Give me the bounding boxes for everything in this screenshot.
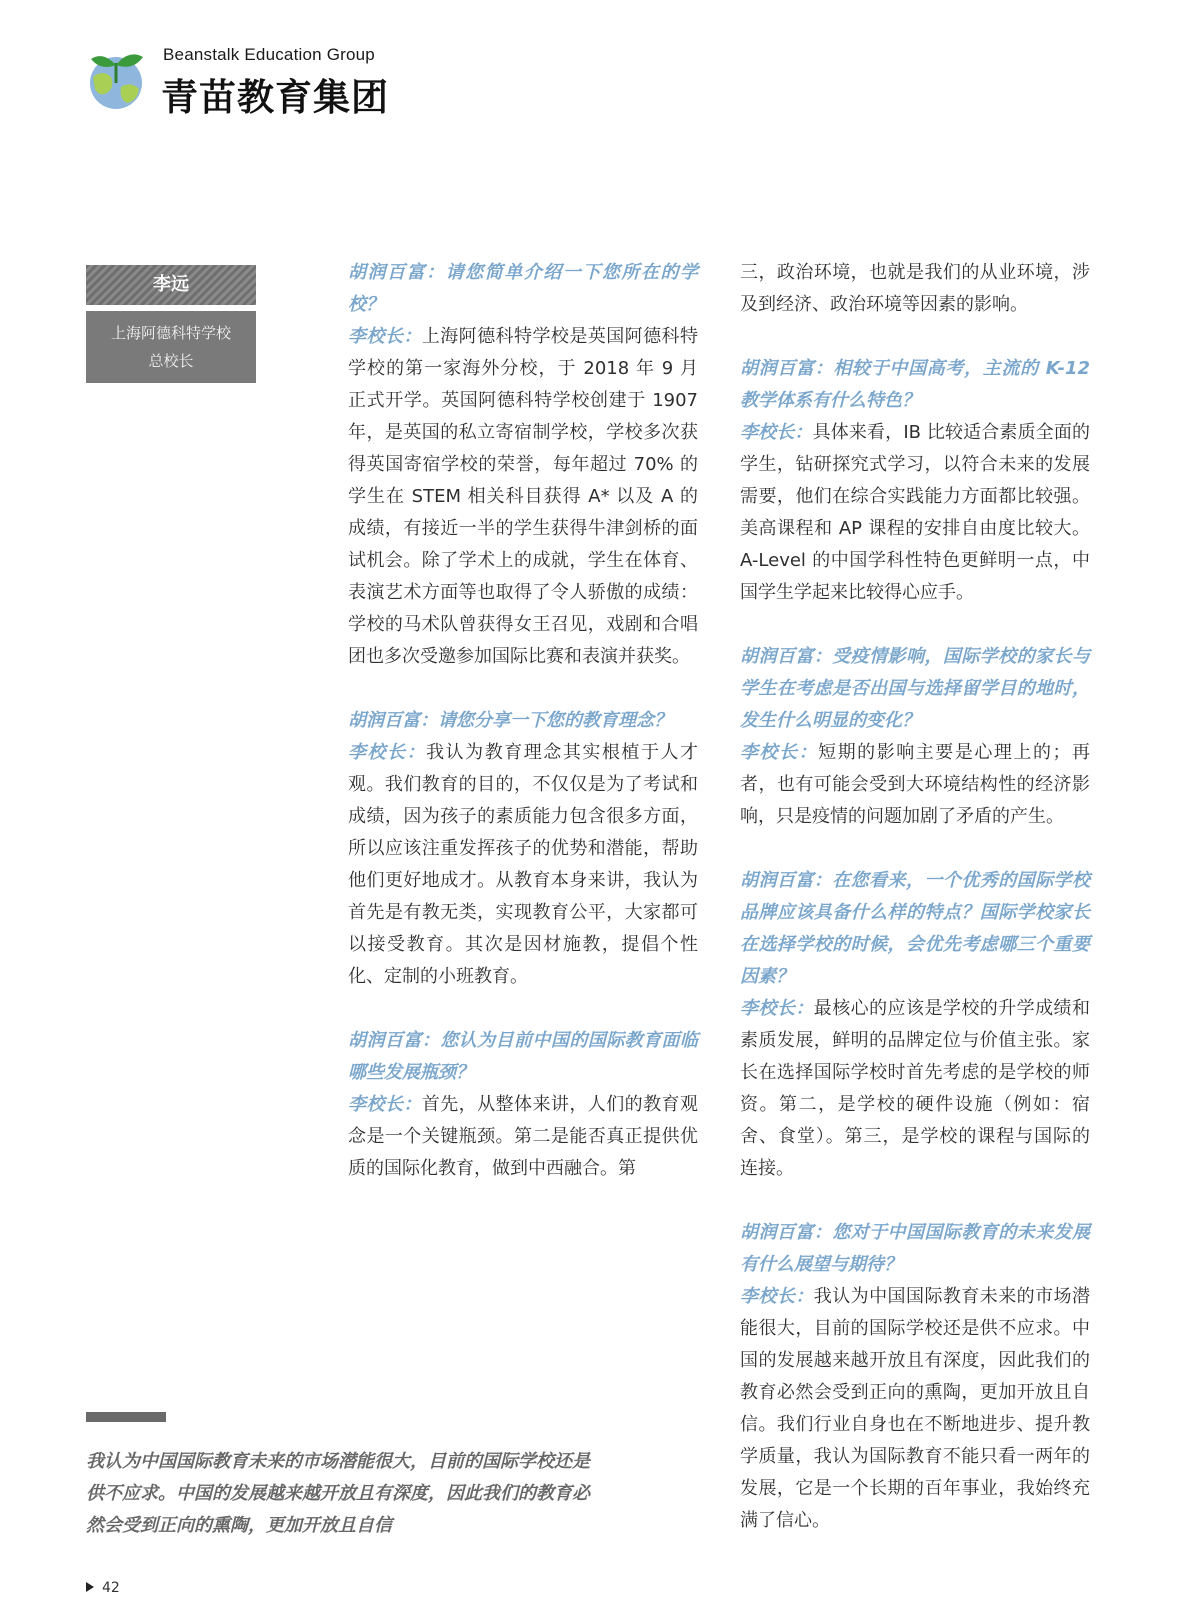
brand-name-cn: 青苗教育集团 (161, 76, 389, 119)
answer-label: 李校长： (740, 998, 814, 1019)
answer (740, 993, 1090, 1185)
answer (348, 737, 698, 993)
answer (740, 1281, 1090, 1537)
page-number-text: 42 (102, 1580, 120, 1596)
answer-text: 最核心的应该是学校的升学成绩和素质发展，鲜明的品牌定位与价值主张。家长在选择国际学校时首先考虑的是学校的师资。第二，是学校的硬件设施（例如：宿舍、食堂）。第三，是学校的课程与国际的连接。 (740, 998, 1091, 1179)
answer-text: 短期的影响主要是心理上的；再者，也有可能会受到大环境结构性的经济影响，只是疫情的问题加剧了矛盾的产生。 (740, 742, 1091, 827)
answer (740, 737, 1090, 833)
answer (348, 321, 698, 673)
question: 胡润百富：您对于中国国际教育的未来发展有什么展望与期待？ (740, 1222, 1090, 1275)
article-column-right (740, 257, 1090, 1537)
question: 胡润百富：相较于中国高考，主流的 K-12 教学体系有什么特色？ (740, 358, 1090, 411)
answer-text: 我认为教育理念其实根植于人才观。我们教育的目的，不仅仅是为了考试和成绩，因为孩子的素质能力包含很多方面，所以应该注重发挥孩子的优势和潜能，帮助他们更好地成才。从教育本身来讲，我认为首先是有教无类，实现教育公平，大家都可以接受教育。其次是因材施教，提倡个性化、定制的小班教育。 (348, 742, 699, 987)
question: 胡润百富：受疫情影响，国际学校的家长与学生在考虑是否出国与选择留学目的地时，发生什么明显的变化？ (740, 646, 1090, 731)
answer-text: 具体来看，IB 比较适合素质全面的学生，钻研探究式学习，以符合未来的发展需要，他们在综合实践能力方面都比较强。美高课程和 AP 课程的安排自由度比较大。A-Level 的中国学科性特色更鲜明一点，中国学生学起来比较得心应手。 (740, 422, 1091, 603)
answer-label: 李校长： (740, 742, 819, 763)
interviewee-school: 上海阿德科特学校 (110, 324, 231, 342)
answer-text: 首先，从整体来讲，人们的教育观念是一个关键瓶颈。第二是能否真正提供优质的国际化教育，做到中西融合。第 (348, 1094, 699, 1179)
pull-quote-divider (86, 1412, 166, 1422)
question: 胡润百富：请您简单介绍一下您所在的学校？ (348, 262, 698, 315)
question: 胡润百富：您认为目前中国的国际教育面临哪些发展瓶颈？ (348, 1030, 698, 1083)
question: 胡润百富：请您分享一下您的教育理念？ (348, 710, 672, 731)
article-column-middle (348, 257, 698, 1185)
answer (348, 1089, 698, 1185)
answer-label: 李校长： (348, 742, 427, 763)
globe-sprout-icon (85, 47, 147, 109)
arrow-right-icon (86, 1582, 94, 1592)
question: 胡润百富：在您看来，一个优秀的国际学校品牌应该具备什么样的特点？国际学校家长在选择学校的时候，会优先考虑哪三个重要因素？ (740, 870, 1090, 987)
pull-quote: 我认为中国国际教育未来的市场潜能很大，目前的国际学校还是供不应求。中国的发展越来越开放且有深度，因此我们的教育必然会受到正向的熏陶，更加开放且自信 (86, 1451, 590, 1536)
answer-label: 李校长： (348, 1094, 422, 1115)
answer-continued: 三，政治环境，也就是我们的从业环境，涉及到经济、政治环境等因素的影响。 (740, 262, 1090, 315)
interviewee-name: 李远 (86, 265, 256, 305)
answer (740, 417, 1090, 609)
page-number (86, 1580, 120, 1596)
answer-text: 上海阿德科特学校是英国阿德科特学校的第一家海外分校，于 2018 年 9 月正式开学。英国阿德科特学校创建于 1907 年，是英国的私立寄宿制学校，学校多次获得英国寄宿学校的荣誉，每年超过 70% 的学生在 STEM 相关科目获得 A* 以及 A 的成绩，有接近一半的学生获得牛津剑桥的面试机会。除了学术上的成就，学生在体育、表演艺术方面等也取得了令人骄傲的成绩：学校的马术队曾获得女王召见，戏剧和合唱团也多次受邀参加国际比赛和表演并获奖。 (348, 326, 699, 667)
answer-label: 李校长： (740, 422, 813, 443)
brand-name-en: Beanstalk Education Group (163, 45, 375, 64)
answer-label: 李校长： (348, 326, 422, 347)
answer-text: 我认为中国国际教育未来的市场潜能很大，目前的国际学校还是供不应求。中国的发展越来越开放且有深度，因此我们的教育必然会受到正向的熏陶，更加开放且自信。我们行业自身也在不断地进步、提升教学质量，我认为国际教育不能只看一两年的发展，它是一个长期的百年事业，我始终充满了信心。 (740, 1286, 1091, 1531)
interviewee-role: 总校长 (148, 352, 194, 370)
brand-logo (85, 45, 425, 119)
answer-label: 李校长： (740, 1286, 814, 1307)
interviewee-title (86, 311, 256, 383)
